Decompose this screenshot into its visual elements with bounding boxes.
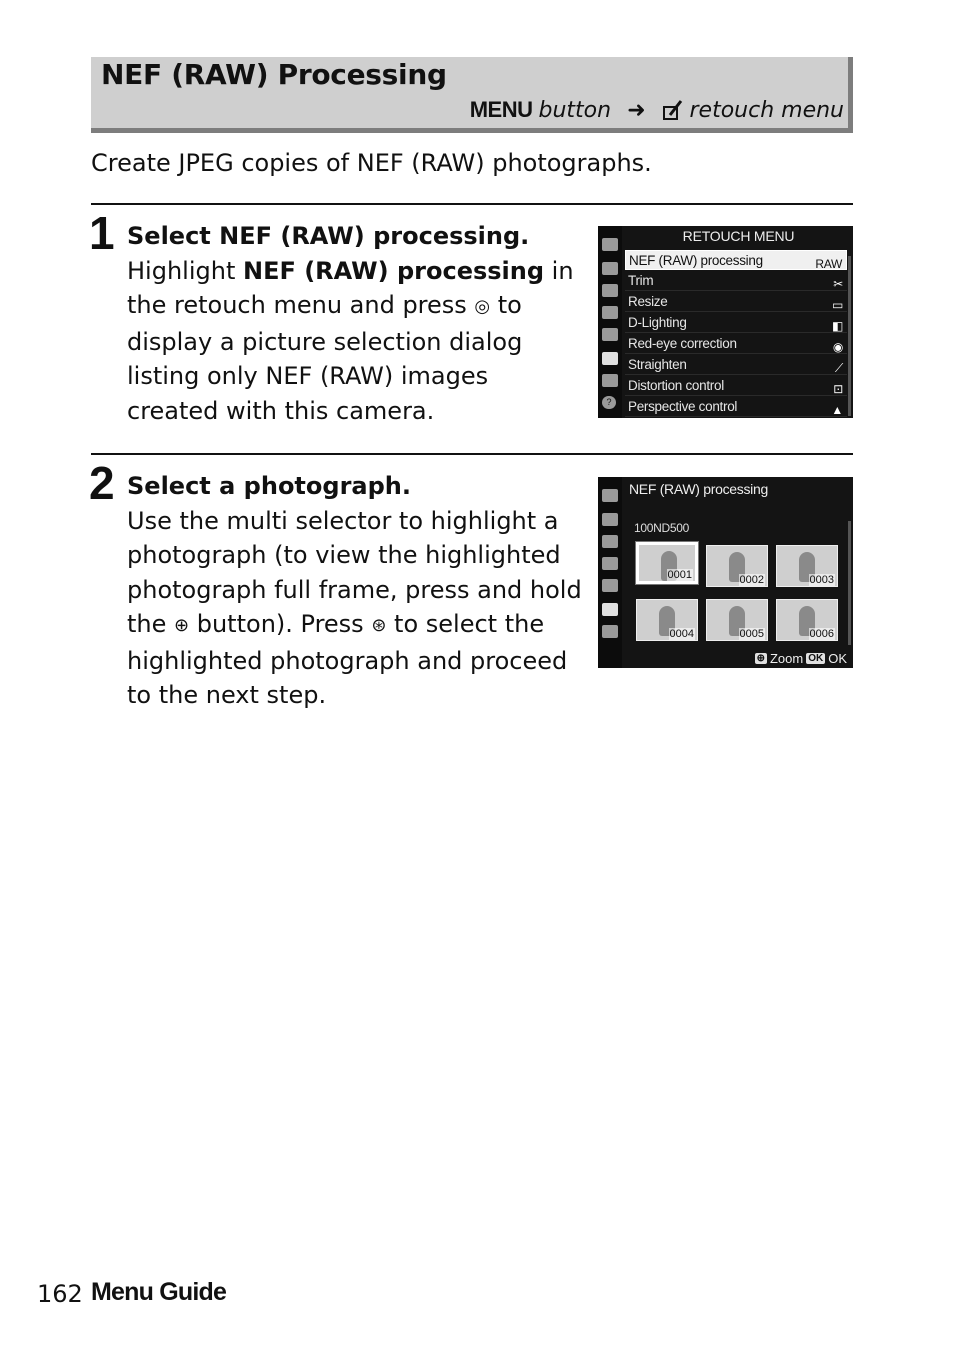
pencil-tab-icon	[602, 557, 618, 570]
multi-selector-right-icon: ◎	[474, 296, 491, 317]
photo-thumbnail[interactable]: 0003	[776, 545, 838, 587]
zoom-label: Zoom	[769, 651, 804, 666]
retouch-tab-icon	[602, 352, 618, 365]
zoom-in-icon: ⊕	[174, 615, 190, 636]
distortion-icon: ⊡	[833, 382, 843, 396]
menu-tabs	[598, 477, 622, 668]
step-number-1: 1	[89, 207, 115, 259]
playback-tab-icon	[602, 489, 618, 502]
menu-item[interactable]: Red-eye correction ◉	[625, 334, 847, 354]
divider	[91, 453, 853, 455]
help-icon: ?	[602, 396, 616, 409]
page-number: 162	[37, 1280, 83, 1308]
step-2-lead: Select a photograph.	[127, 472, 411, 500]
retouch-tab-icon	[602, 603, 618, 616]
menu-path	[470, 97, 844, 123]
step-1-lead: Select NEF (RAW) processing.	[127, 222, 530, 250]
step-1-text	[127, 219, 587, 428]
step-1-body: Highlight NEF (RAW) processing in the retouch menu and press ◎ to display a picture selection dialog listing only NEF (RAW) images created with this camera.	[127, 256, 574, 425]
retouch-menu-screen	[598, 226, 853, 418]
menu-item[interactable]: Straighten ⟋	[625, 355, 847, 375]
photo-selection-screen	[598, 477, 853, 668]
nav-button-word: button	[538, 97, 612, 123]
scissors-icon: ✂	[833, 277, 843, 291]
wrench-tab-icon	[602, 328, 618, 341]
menu-item[interactable]: Perspective control ▲	[625, 397, 847, 417]
menu-item[interactable]: Resize ▭	[625, 292, 847, 312]
zoom-in-icon: ⊕	[756, 653, 765, 664]
intro-text: Create JPEG copies of NEF (RAW) photographs.	[91, 149, 652, 177]
photo-thumbnail[interactable]: 0004	[636, 599, 698, 641]
photo-thumbnail[interactable]: 0006	[776, 599, 838, 641]
resize-icon: ▭	[831, 298, 843, 312]
my-menu-tab-icon	[602, 374, 618, 387]
scrollbar	[848, 521, 851, 645]
d-lighting-icon: ◧	[831, 319, 843, 333]
perspective-icon: ▲	[831, 403, 843, 417]
pencil-tab-icon	[602, 306, 618, 319]
camera-tab-icon	[602, 513, 618, 526]
arrow-icon: ➜	[627, 97, 646, 123]
menu-tabs	[598, 226, 622, 418]
step-2-text	[127, 469, 587, 713]
movie-tab-icon	[602, 284, 618, 297]
ok-label: OK	[828, 651, 847, 666]
screen-footer	[755, 651, 847, 666]
page-title: NEF (RAW) Processing	[101, 58, 447, 91]
menu-item[interactable]: Trim ✂	[625, 271, 847, 291]
camera-tab-icon	[602, 262, 618, 275]
step-number-2: 2	[89, 457, 115, 509]
nav-target: retouch menu	[689, 97, 844, 123]
playback-tab-icon	[602, 238, 618, 251]
screen-title: RETOUCH MENU	[682, 228, 795, 244]
photo-thumbnail[interactable]: 0001	[636, 542, 698, 584]
menu-item[interactable]: Distortion control ⊡	[625, 376, 847, 396]
my-menu-tab-icon	[602, 625, 618, 638]
ok-tag: OK	[808, 653, 824, 664]
folder-name: 100ND500	[634, 521, 689, 535]
photo-thumbnail[interactable]: 0005	[706, 599, 768, 641]
raw-icon: RAW	[815, 257, 842, 271]
menu-button-label: MENU	[469, 97, 533, 122]
divider	[91, 203, 853, 205]
straighten-icon: ⟋	[834, 361, 843, 375]
movie-tab-icon	[602, 535, 618, 548]
retouch-brush-icon	[662, 99, 684, 121]
section-title: Menu Guide	[91, 1278, 227, 1306]
photo-thumbnail[interactable]: 0002	[706, 545, 768, 587]
menu-item[interactable]: NEF (RAW) processing RAW	[625, 250, 847, 270]
menu-item[interactable]: D-Lighting ◧	[625, 313, 847, 333]
scrollbar	[848, 256, 851, 416]
wrench-tab-icon	[602, 579, 618, 592]
screen-title: NEF (RAW) processing	[629, 481, 768, 497]
eye-icon: ◉	[832, 340, 843, 354]
ok-button-icon: ⊛	[371, 615, 387, 636]
step-2-body: Use the multi selector to highlight a photograph (to view the highlighted photograph full frame, press and hold the ⊕ button). Press ⊛ to select the highlighted photograph and proceed to the next step.	[127, 506, 582, 709]
